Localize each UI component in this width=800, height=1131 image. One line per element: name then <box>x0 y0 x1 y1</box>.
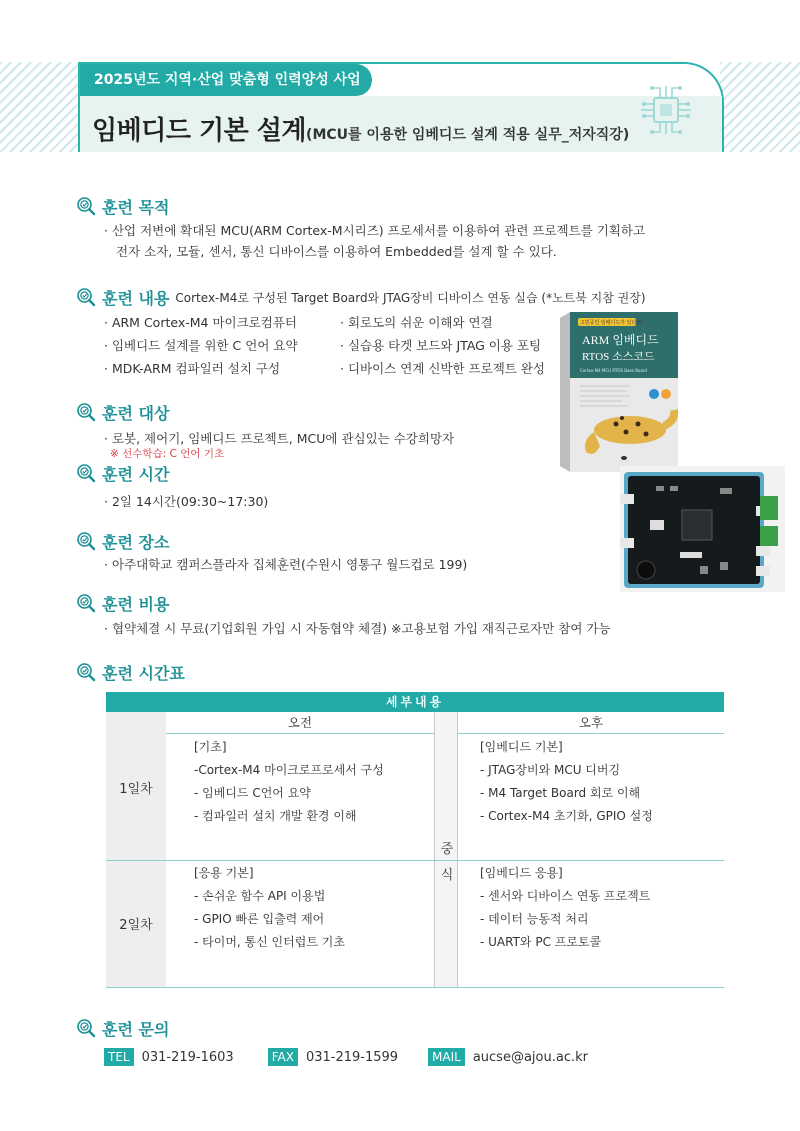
content-item: · 실습용 타겟 보드와 JTAG 이용 포팅 <box>340 338 542 353</box>
section-title: 훈련 시간표 <box>102 663 185 683</box>
day-label: 2일차 <box>119 918 153 933</box>
target-board-image <box>620 466 785 592</box>
fax-number: 031-219-1599 <box>305 1049 399 1065</box>
prerequisite-note: ※ 선수학습: C 언어 기초 <box>110 448 225 460</box>
place-line: · 아주대학교 캠퍼스플라자 집체훈련(수원시 영통구 월드컵로 199) <box>104 557 468 572</box>
table-cell-am <box>194 862 345 954</box>
section-title: 훈련 대상 <box>102 403 170 423</box>
cell-line: - GPIO 빠른 입출력 제어 <box>194 912 325 926</box>
section-content-heading <box>76 284 646 310</box>
section-time-heading <box>76 460 169 486</box>
table-cell-pm <box>480 862 650 954</box>
section-title: 훈련 시간 <box>102 464 170 484</box>
cell-line: - UART와 PC 프로토콜 <box>480 935 602 949</box>
day-column <box>106 712 166 988</box>
book-title-1: ARM 임베디드 <box>582 333 659 347</box>
section-note: Cortex-M4로 구성된 Target Board와 JTAG장비 디바이스 연동 실습 (*노트북 지참 권장) <box>175 290 646 305</box>
section-title: 훈련 목적 <box>102 197 170 217</box>
table-header: 세부내용 <box>106 692 724 712</box>
search-magnifier-icon <box>76 463 96 483</box>
content-item: · 회로도의 쉬운 이해와 연결 <box>340 315 493 330</box>
cell-line: [응용 기본] <box>194 866 254 880</box>
lunch-label: 중 <box>440 842 454 857</box>
course-subtitle: (MCU를 이용한 임베디드 설계 적용 실무_저자직강) <box>306 127 630 143</box>
cost-line: · 협약체결 시 무료(기업회원 가입 시 자동협약 체결) ※고용보험 가입 재직근로자만 참여 가능 <box>104 621 611 636</box>
purpose-line-1: · 산업 저변에 확대된 MCU(ARM Cortex-M시리즈) 프로세서를 이용하여 관련 프로젝트를 기획하고 <box>104 223 646 238</box>
section-target-heading <box>76 399 169 425</box>
table-cell-am <box>194 736 384 828</box>
section-title: 훈련 내용 <box>102 288 170 308</box>
cell-line: - 임베디드 C언어 요약 <box>194 786 311 800</box>
search-magnifier-icon <box>76 662 96 682</box>
schedule-table <box>106 692 724 988</box>
content-item: · MDK-ARM 컴파일러 설치 구성 <box>104 361 281 376</box>
book-cover-image <box>560 312 678 472</box>
pm-header: 오후 <box>458 712 724 734</box>
search-magnifier-icon <box>76 402 96 422</box>
cell-line: [임베디드 응용] <box>480 866 563 880</box>
cell-line: - 데이터 능동적 처리 <box>480 912 589 926</box>
fax-badge: FAX <box>268 1048 298 1066</box>
row-divider <box>106 860 724 861</box>
section-cost-heading <box>76 590 169 616</box>
content-item: · ARM Cortex-M4 마이크로컴퓨터 <box>104 315 297 330</box>
section-title: 훈련 비용 <box>102 594 170 614</box>
cell-line: - M4 Target Board 회로 이해 <box>480 786 641 800</box>
email-link[interactable]: aucse@ajou.ac.kr <box>472 1049 588 1065</box>
header-banner <box>0 62 800 152</box>
day-label: 1일차 <box>119 782 153 797</box>
circuit-chip-icon <box>638 82 694 138</box>
cell-line: - 컴파일러 설치 개발 환경 이해 <box>194 809 357 823</box>
book-title-2: RTOS 소스코드 <box>582 351 655 363</box>
book-sub: Cortex-M4 MCU RTOS Base Board <box>580 368 648 373</box>
section-title: 훈련 문의 <box>102 1019 170 1039</box>
target-line: · 로봇, 제어기, 임베디드 프로젝트, MCU에 관심있는 수강희망자 <box>104 431 455 446</box>
hatch-pattern-left <box>0 62 82 152</box>
purpose-line-2: 전자 소자, 모듈, 센서, 통신 디바이스를 이용하여 Embedded를 설계 할 수 있다. <box>116 244 557 259</box>
cell-line: [임베디드 기본] <box>480 740 563 754</box>
table-cell-pm <box>480 736 653 828</box>
cell-line: - Cortex-M4 초기화, GPIO 설정 <box>480 809 653 823</box>
section-inquiry-heading <box>76 1015 169 1041</box>
content-item: · 디바이스 연계 신박한 프로젝트 완성 <box>340 361 545 376</box>
search-magnifier-icon <box>76 593 96 613</box>
hatch-pattern-right <box>720 62 800 152</box>
cell-line: - JTAG장비와 MCU 디버깅 <box>480 763 621 777</box>
section-purpose-heading <box>76 193 169 219</box>
cell-line: [기초] <box>194 740 227 754</box>
lunch-column <box>434 712 458 988</box>
cell-line: - 센서와 디바이스 연동 프로젝트 <box>480 889 651 903</box>
search-magnifier-icon <box>76 531 96 551</box>
time-line: · 2일 14시간(09:30~17:30) <box>104 494 269 509</box>
tel-badge: TEL <box>104 1048 134 1066</box>
section-schedule-heading <box>76 659 185 685</box>
content-item: · 임베디드 설계를 위한 C 언어 요약 <box>104 338 298 353</box>
search-magnifier-icon <box>76 287 96 307</box>
search-magnifier-icon <box>76 1018 96 1038</box>
page-title <box>92 110 629 150</box>
cell-line: - 손쉬운 함수 API 이용법 <box>194 889 326 903</box>
section-title: 훈련 장소 <box>102 532 170 552</box>
book-badge: 고민중인 임베디드가 있다면! <box>580 320 644 326</box>
program-tag: 2025년도 지역·산업 맞춤형 인력양성 사업 <box>80 64 372 96</box>
cell-line: -Cortex-M4 마이크로프로세서 구성 <box>194 763 384 777</box>
course-title: 임베디드 기본 설계 <box>92 116 307 146</box>
contact-info <box>104 1047 588 1067</box>
table-bottom-line <box>106 987 724 988</box>
tel-number[interactable]: 031-219-1603 <box>141 1049 234 1065</box>
mail-badge: MAIL <box>428 1048 465 1066</box>
lunch-label: 식 <box>440 868 454 883</box>
am-header: 오전 <box>166 712 434 734</box>
search-magnifier-icon <box>76 196 96 216</box>
section-place-heading <box>76 528 169 554</box>
cell-line: - 타이머, 통신 인터럽트 기초 <box>194 935 345 949</box>
